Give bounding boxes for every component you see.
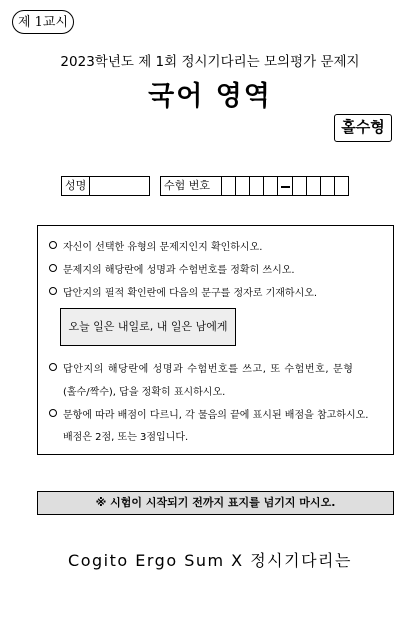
number-digit-box[interactable] <box>334 176 349 196</box>
number-digit-box[interactable] <box>320 176 335 196</box>
name-field[interactable] <box>89 176 150 196</box>
number-label: 수험 번호 <box>160 176 222 196</box>
exam-type-badge: 홀수형 <box>334 114 392 142</box>
dash-mark <box>281 186 290 188</box>
session-badge: 제 1교시 <box>12 10 74 34</box>
number-separator-box <box>277 176 293 196</box>
instruction-item-continued: 배점은 2점, 또는 3점입니다. <box>63 432 189 443</box>
circle-bullet-icon <box>49 287 57 295</box>
instruction-item: 답안지의 필적 확인란에 다음의 문구를 정자로 기재하시오. <box>49 284 317 299</box>
number-digit-box[interactable] <box>221 176 236 196</box>
name-label: 성명 <box>61 176 90 196</box>
circle-bullet-icon <box>49 409 57 417</box>
instruction-item: 문제지의 해당란에 성명과 수험번호를 정확히 쓰시오. <box>49 261 295 276</box>
instruction-item: 자신이 선택한 유형의 문제지인지 확인하시오. <box>49 238 262 253</box>
warning-banner: ※ 시험이 시작되기 전까지 표지를 넘기지 마시오. <box>37 491 394 515</box>
number-digit-box[interactable] <box>235 176 250 196</box>
number-digit-box[interactable] <box>292 176 307 196</box>
instruction-item: 답안지의 해당란에 성명과 수험번호를 쓰고, 또 수험번호, 문형 <box>49 360 354 375</box>
candidate-info-row <box>0 176 420 196</box>
exam-subtitle: 2023학년도 제 1회 정시기다리는 모의평가 문제지 <box>60 54 360 70</box>
instruction-item: 문항에 따라 배점이 다르니, 각 물음의 끝에 표시된 배점을 참고하시오. <box>49 406 368 421</box>
footer-motto: Cogito Ergo Sum X 정시기다리는 <box>68 551 352 570</box>
circle-bullet-icon <box>49 241 57 249</box>
exam-title: 국어 영역 <box>148 81 272 112</box>
number-digit-box[interactable] <box>306 176 321 196</box>
circle-bullet-icon <box>49 264 57 272</box>
number-digit-box[interactable] <box>249 176 264 196</box>
number-digit-box[interactable] <box>263 176 278 196</box>
handwriting-pledge-box: 오늘 일은 내일로, 내 일은 남에게 <box>60 308 236 346</box>
instruction-item-continued: (홀수/짝수), 답을 정확히 표시하시오. <box>63 387 226 398</box>
circle-bullet-icon <box>49 363 57 371</box>
